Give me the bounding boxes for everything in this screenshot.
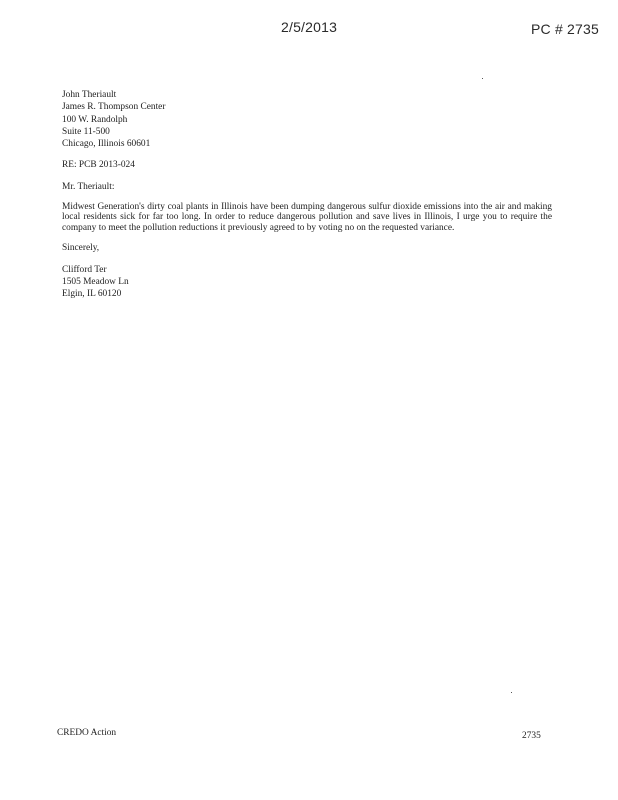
recipient-street: 100 W. Randolph <box>62 114 128 125</box>
scan-speck <box>511 692 512 693</box>
sender-city: Elgin, IL 60120 <box>62 289 122 300</box>
sender-signature <box>62 264 552 301</box>
scan-speck <box>482 78 483 79</box>
footer-page-number: 2735 <box>522 731 541 741</box>
recipient-suite: Suite 11-500 <box>62 126 110 137</box>
recipient-city: Chicago, Illinois 60601 <box>62 139 151 150</box>
closing: Sincerely, <box>62 243 100 254</box>
recipient-address <box>62 89 552 150</box>
letter-paragraph: Midwest Generation's dirty coal plants in Illinois have been dumping dangerous sulfur dioxide emissions into the air and making local residents sick for far too long. In order to reduce dangerous pollution and save lives in Illinois, I urge you to require the company to meet the pollution reductions it previously agreed to by voting no on the requested variance. <box>62 202 552 233</box>
reference-line: RE: PCB 2013-024 <box>62 160 135 171</box>
salutation: Mr. Theriault: <box>62 181 115 192</box>
footer-organization: CREDO Action <box>57 728 117 738</box>
sender-name: Clifford Ter <box>62 264 107 275</box>
recipient-name: John Theriault <box>62 90 117 100</box>
letter-body <box>62 89 552 309</box>
document-date-stamp: 2/5/2013 <box>281 19 338 35</box>
sender-street: 1505 Meadow Ln <box>62 276 129 287</box>
recipient-building: James R. Thompson Center <box>62 102 166 113</box>
pc-number-stamp: PC # 2735 <box>531 21 599 37</box>
